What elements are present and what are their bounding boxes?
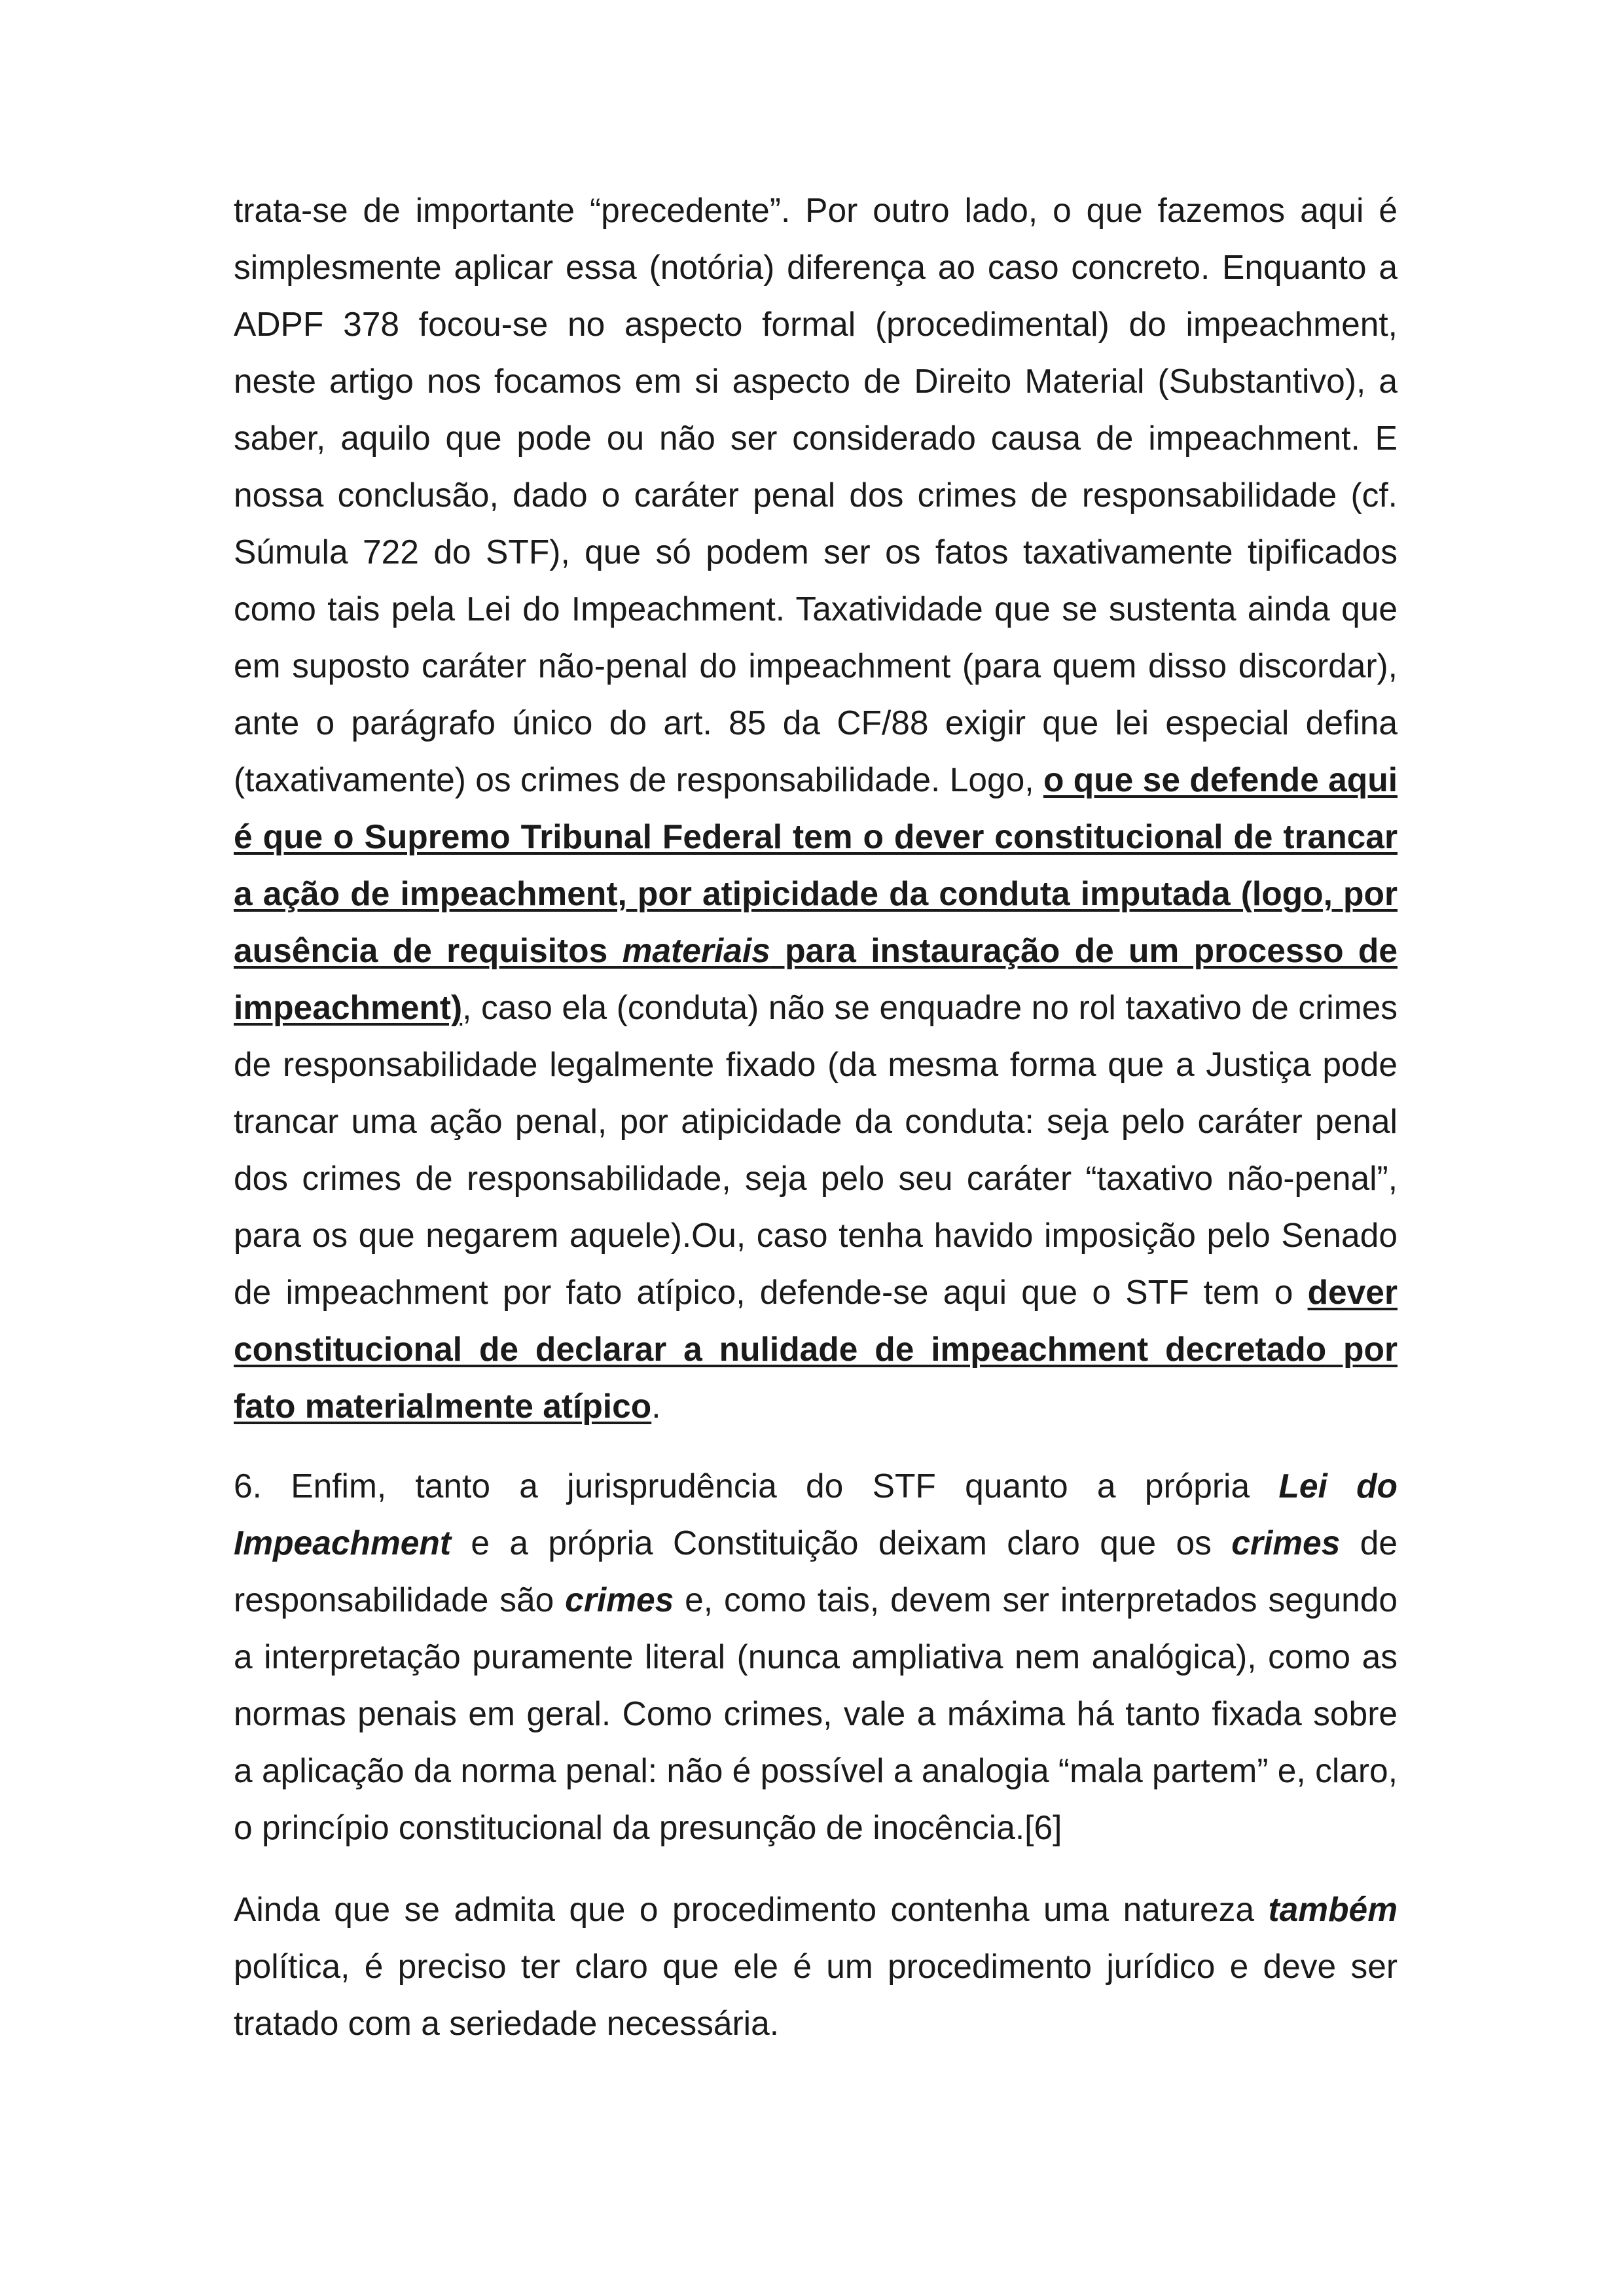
paragraph-1-lead: trata-se de importante “precedente”. Por outro lado, o que fazemos aqui é simplesmente aplicar essa (notória) diferença ao caso concreto. Enquanto a ADPF 378 focou-se no aspecto formal (procedimental) do impeachment, neste artigo nos focamos em si aspecto de Direito Material (Substantivo), a saber, aquilo que pode ou não ser considerado causa de impeachment. E nossa conclusão, dado o caráter penal dos crimes de responsabilidade (cf. Súmula 722 do STF), que só podem ser os fatos taxativamente tipificados como tais pela Lei do Impeachment. Taxatividade que se sustenta ainda que em suposto caráter não-penal do impeachment (para quem disso discordar), ante o parágrafo único do art. 85 da CF/88 exigir que lei especial defina (taxativamente) os crimes de responsabilidade. Logo, <box>234 191 1398 798</box>
paragraph-1 <box>234 182 1398 1435</box>
paragraph-2-text-4: e, como tais, devem ser interpretados segundo a interpretação puramente literal (nunca ampliativa nem analógica), como as normas penais em geral. Como crimes, vale a máxima há tanto fixada sobre a aplicação da norma penal: não é possível a analogia “mala partem” e, claro, o princípio constitucional da presunção de inocência.[6] <box>234 1581 1398 1846</box>
paragraph-2-text-3: de responsabilidade são <box>234 1524 1398 1619</box>
emphasis-materiais: materiais <box>622 931 770 969</box>
paragraph-3 <box>234 1881 1398 2052</box>
paragraph-1-middle: , caso ela (conduta) não se enquadre no rol taxativo de crimes de responsabilidade legalmente fixado (da mesma forma que a Justiça pode trancar uma ação penal, por atipicidade da conduta: seja pelo caráter penal dos crimes de responsabilidade, seja pelo seu caráter “taxativo não-penal”, para os que negarem aquele).Ou, caso tenha havido imposição pelo Senado de impeachment por fato atípico, defende-se aqui que o STF tem o <box>234 988 1398 1311</box>
emphasis-tambem: também <box>1268 1890 1398 1928</box>
paragraph-3-text-2: política, é preciso ter claro que ele é um procedimento jurídico e deve ser tratado com a seriedade necessária. <box>234 1947 1398 2042</box>
paragraph-1-end: . <box>651 1387 661 1425</box>
emphasis-supremo-dever <box>234 761 1398 1026</box>
emphasis-dever-nulidade: dever constitucional de declarar a nulidade de impeachment decretado por fato materialmente atípico <box>234 1273 1398 1425</box>
emphasis-supremo-dever-part-a: o que se defende aqui é que o Supremo Tribunal Federal tem o dever constitucional de trancar a ação de impeachment, por atipicidade da conduta imputada (logo, por ausência de requisitos <box>234 761 1398 969</box>
emphasis-crimes-2: crimes <box>565 1581 674 1619</box>
paragraph-2-text-1: 6. Enfim, tanto a jurisprudência do STF quanto a própria <box>234 1467 1279 1505</box>
emphasis-supremo-dever-part-b: para instauração de um processo de impeachment) <box>234 931 1398 1026</box>
paragraph-2 <box>234 1458 1398 1856</box>
emphasis-lei-impeachment: Lei do Impeachment <box>234 1467 1398 1562</box>
paragraph-3-text-1: Ainda que se admita que o procedimento contenha uma natureza <box>234 1890 1269 1928</box>
emphasis-crimes-1: crimes <box>1231 1524 1341 1562</box>
document-body <box>234 182 1398 2052</box>
paragraph-2-text-2: e a própria Constituição deixam claro que os <box>450 1524 1232 1562</box>
